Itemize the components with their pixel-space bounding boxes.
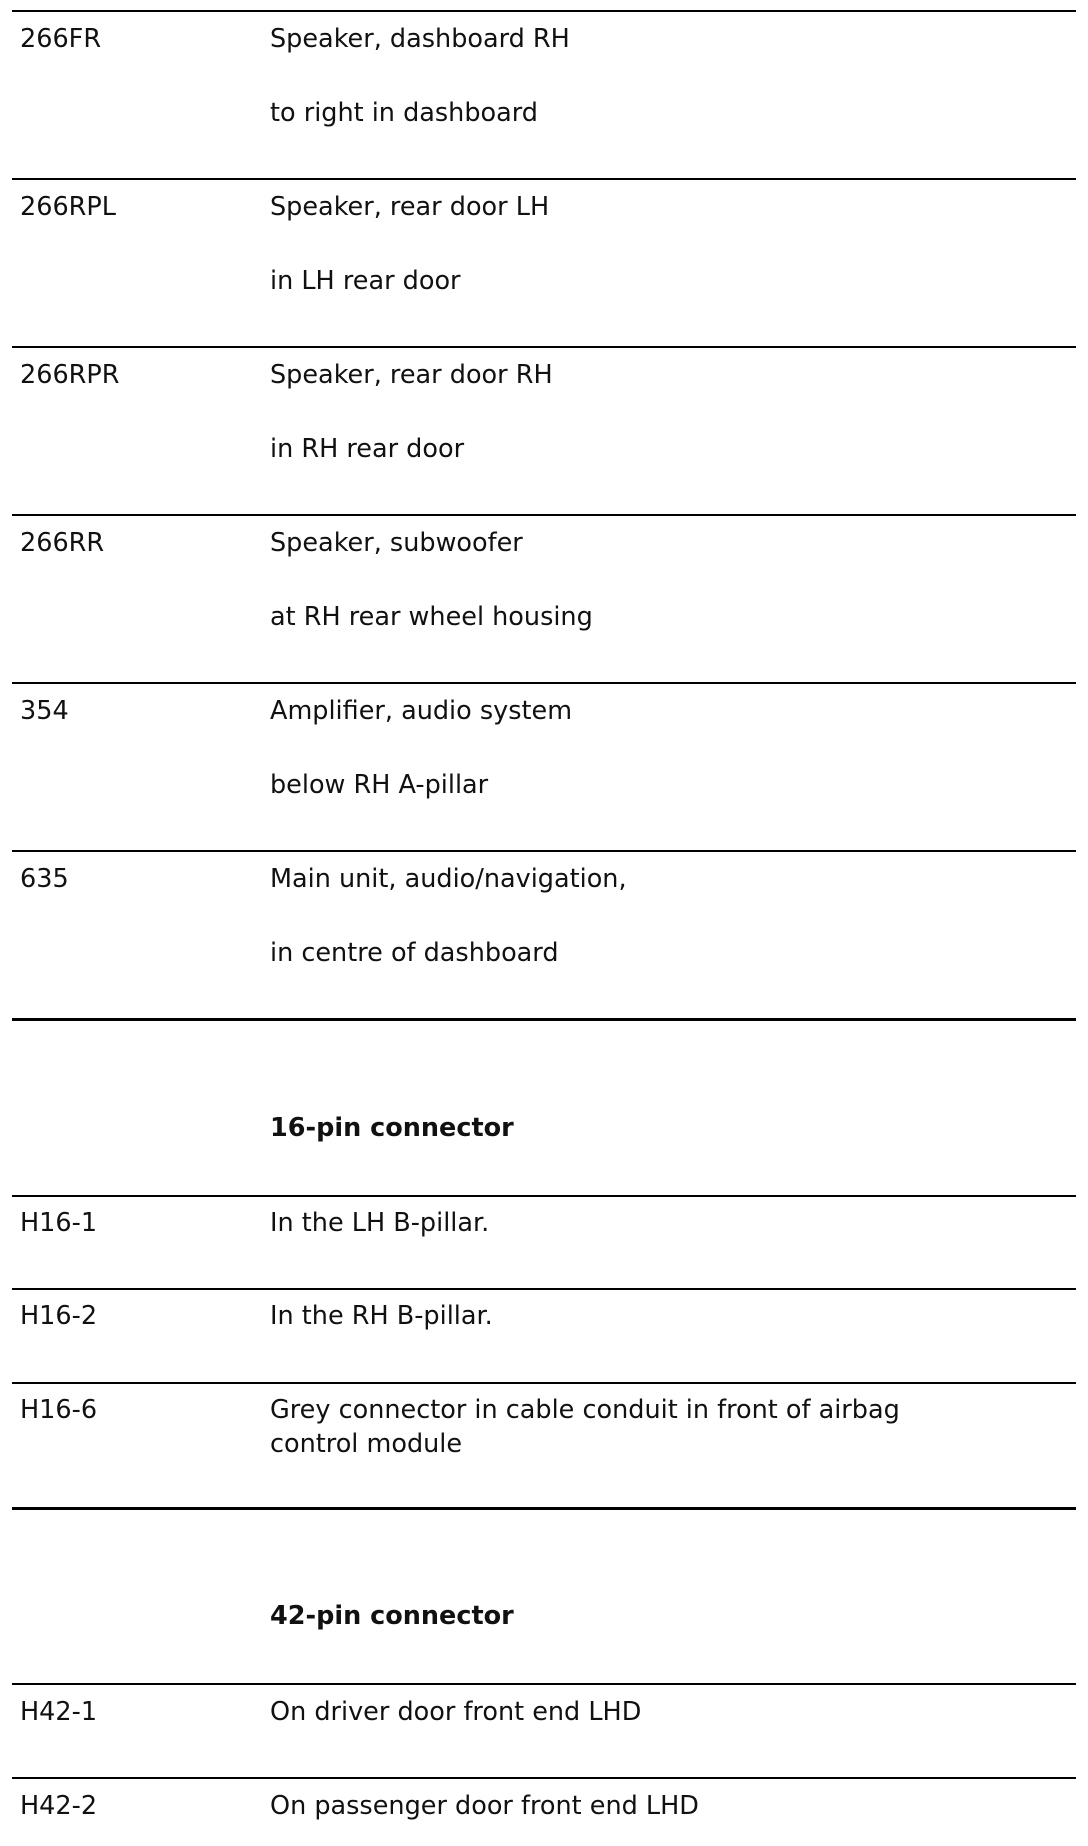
connector-location: In the LH B-pillar. [270,1208,490,1238]
connector-location: Grey connector in cable conduit in front of airbag control module [270,1395,900,1459]
row-divider [12,1683,1076,1685]
component-code: 266RR [20,528,105,558]
component-code: 354 [20,696,69,726]
section-heading-16-pin: 16-pin connector [270,1113,514,1143]
component-name: Speaker, dashboard RH [270,24,570,54]
component-location: to right in dashboard [270,98,538,128]
row-divider [12,346,1076,348]
component-location: in LH rear door [270,266,461,296]
component-code: 266RPR [20,360,120,390]
row-divider [12,1195,1076,1197]
connector-location: On passenger door front end LHD [270,1791,699,1821]
component-name: Speaker, subwoofer [270,528,523,558]
component-code: 266RPL [20,192,116,222]
connector-code: H16-1 [20,1208,98,1238]
row-divider [12,1382,1076,1384]
section-divider [12,1507,1076,1510]
component-location: in RH rear door [270,434,465,464]
connector-code: H42-1 [20,1697,98,1727]
row-divider [12,1777,1076,1779]
component-code: 635 [20,864,69,894]
row-divider [12,514,1076,516]
component-location: at RH rear wheel housing [270,602,593,632]
section-heading-42-pin: 42-pin connector [270,1601,514,1631]
connector-code: H16-6 [20,1395,98,1425]
component-name: Speaker, rear door RH [270,360,553,390]
component-location: in centre of dashboard [270,938,559,968]
connector-location: On driver door front end LHD [270,1697,642,1727]
connector-code: H16-2 [20,1301,98,1331]
connector-location: In the RH B-pillar. [270,1301,493,1331]
component-location: below RH A-pillar [270,770,489,800]
component-name: Amplifier, audio system [270,696,573,726]
component-name: Main unit, audio/navigation, [270,864,627,894]
row-divider [12,10,1076,12]
component-name: Speaker, rear door LH [270,192,550,222]
row-divider [12,682,1076,684]
row-divider [12,178,1076,180]
row-divider [12,850,1076,852]
component-code: 266FR [20,24,102,54]
section-divider [12,1018,1076,1021]
row-divider [12,1288,1076,1290]
connector-code: H42-2 [20,1791,98,1821]
